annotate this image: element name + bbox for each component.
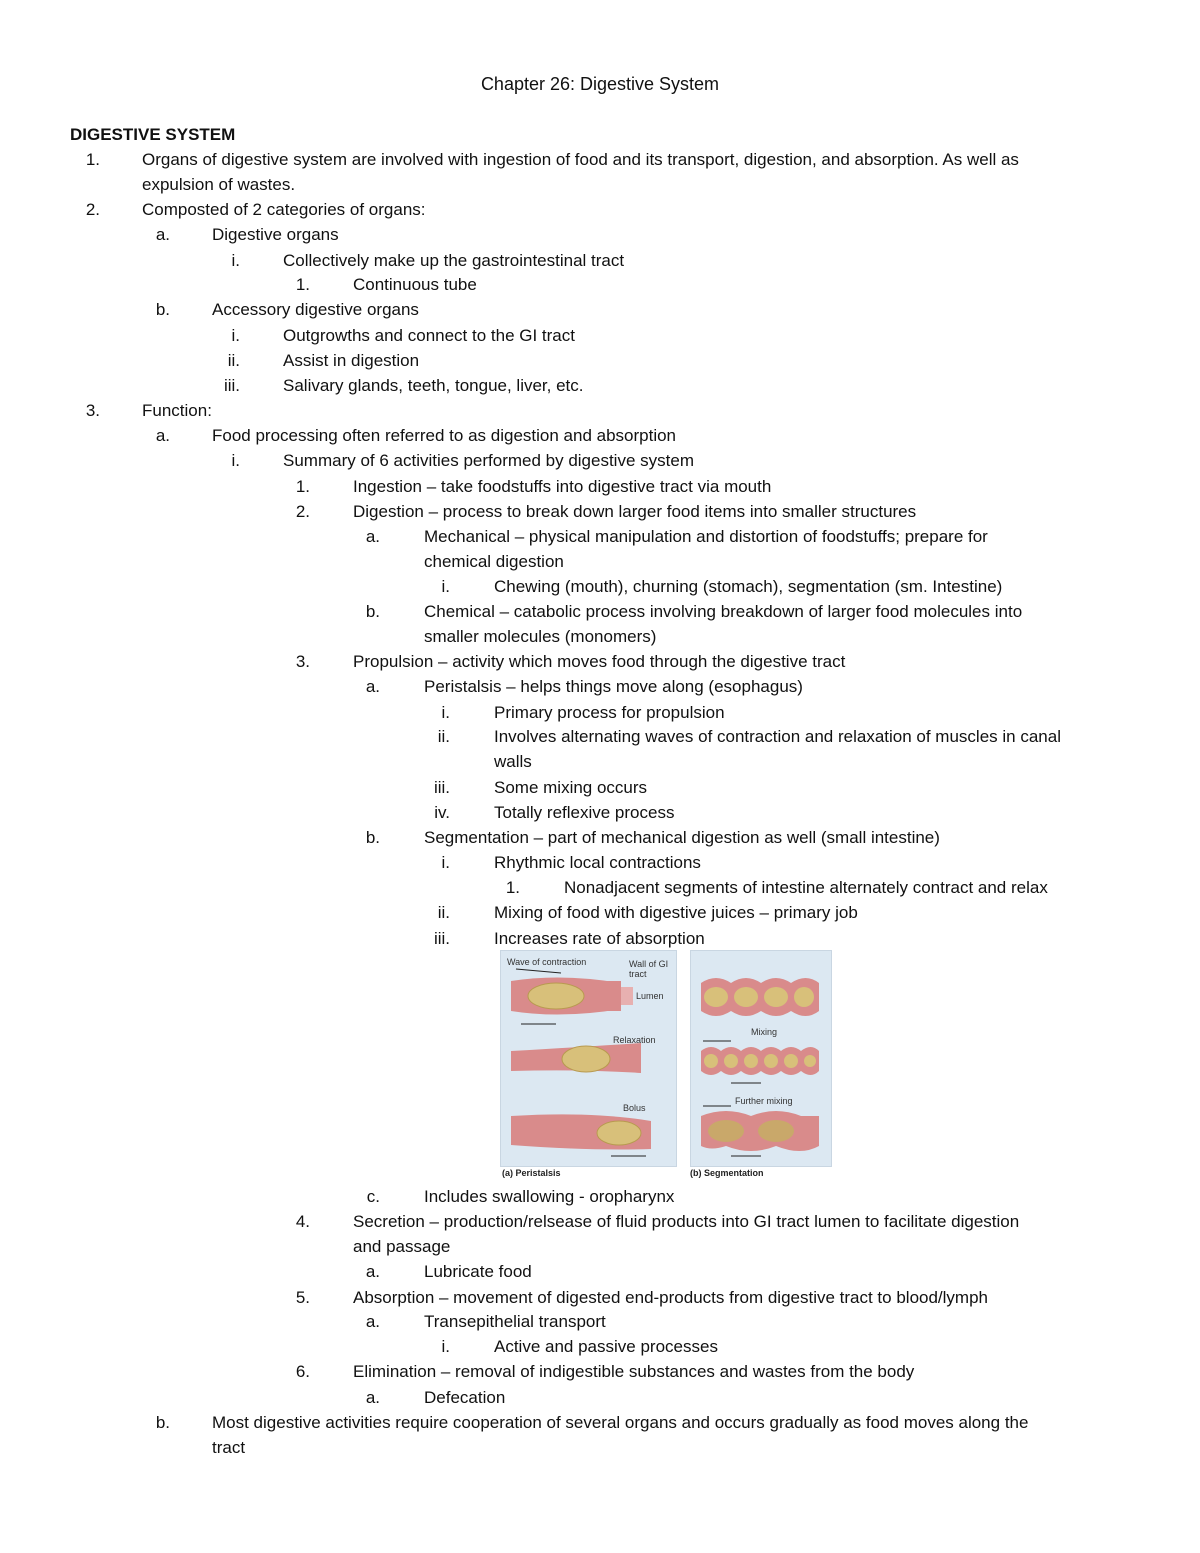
list-item-text: Function:: [142, 401, 212, 420]
list-marker: ii.: [437, 727, 450, 746]
list-marker: ii.: [437, 903, 450, 922]
list-marker: a.: [365, 1388, 380, 1407]
list-item-text: Continuous tube: [353, 275, 477, 294]
list-item-text: Organs of digestive system are involved with ingestion of food and its transport, digestion, and absorption. As well as: [142, 150, 1019, 169]
list-item-text: Includes swallowing - oropharynx: [424, 1187, 675, 1206]
figure-caption-segmentation: (b) Segmentation: [690, 1168, 764, 1178]
list-item-text: Food processing often referred to as digestion and absorption: [212, 426, 677, 445]
list-item-text: Digestive organs: [212, 225, 339, 244]
bolus-label: Bolus: [623, 1103, 646, 1113]
list-item-text: Outgrowths and connect to the GI tract: [283, 326, 575, 345]
mixing-label: Mixing: [751, 1027, 778, 1037]
list-item-text: Chewing (mouth), churning (stomach), segmentation (sm. Intestine): [494, 577, 1003, 596]
list-marker: i.: [441, 703, 450, 722]
list-marker: iii.: [433, 778, 450, 797]
list-marker: 3.: [295, 652, 310, 671]
list-item-text: Secretion – production/relsease of fluid products into GI tract lumen to facilitate digestion: [353, 1212, 1020, 1231]
list-marker: 5.: [295, 1288, 310, 1307]
list-marker: i.: [441, 853, 450, 872]
list-item-text: Absorption – movement of digested end-products from digestive tract to blood/lymph: [353, 1288, 989, 1307]
list-marker: a.: [365, 1262, 380, 1281]
list-marker: b.: [155, 1413, 170, 1432]
list-marker: iii.: [223, 376, 240, 395]
list-marker: ii.: [227, 351, 240, 370]
list-marker: a.: [365, 527, 380, 546]
list-item-text: Assist in digestion: [283, 351, 420, 370]
list-marker: a.: [365, 1312, 380, 1331]
list-item-text: Mixing of food with digestive juices – primary job: [494, 903, 858, 922]
list-item-text: Primary process for propulsion: [494, 703, 725, 722]
list-marker: 1.: [85, 150, 100, 169]
list-item-text: Lubricate food: [424, 1262, 532, 1281]
list-item-text: Rhythmic local contractions: [494, 853, 701, 872]
list-item-text: Chemical – catabolic process involving breakdown of larger food molecules into: [424, 602, 1023, 621]
peristalsis-panel: [500, 950, 677, 1167]
peristalsis-illustration: [501, 951, 676, 1166]
list-marker: a.: [365, 677, 380, 696]
list-item-text: Composted of 2 categories of organs:: [142, 200, 426, 219]
lumen-label: Lumen: [636, 991, 664, 1001]
list-item-text: Nonadjacent segments of intestine alternately contract and relax: [564, 878, 1048, 897]
list-item-text: Ingestion – take foodstuffs into digestive tract via mouth: [353, 477, 772, 496]
list-item-text: Defecation: [424, 1388, 506, 1407]
list-item-text: Collectively make up the gastrointestinal tract: [283, 251, 625, 270]
list-marker: i.: [231, 451, 240, 470]
list-item-text: Salivary glands, teeth, tongue, liver, etc.: [283, 376, 584, 395]
list-marker: 6.: [295, 1362, 310, 1381]
list-item-text: and passage: [353, 1237, 451, 1256]
list-marker: 1.: [295, 477, 310, 496]
list-item-text: walls: [494, 752, 532, 771]
figure-caption-peristalsis: (a) Peristalsis: [502, 1168, 561, 1178]
list-item-text: Summary of 6 activities performed by digestive system: [283, 451, 694, 470]
list-item-text: Increases rate of absorption: [494, 929, 705, 948]
list-marker: i.: [231, 251, 240, 270]
list-item-text: Some mixing occurs: [494, 778, 648, 797]
section-heading: DIGESTIVE SYSTEM: [70, 125, 236, 144]
list-item-text: Most digestive activities require cooperation of several organs and occurs gradually as food moves along the: [212, 1413, 1029, 1432]
list-marker: a.: [155, 225, 170, 244]
segmentation-panel: [690, 950, 832, 1167]
list-marker: i.: [441, 577, 450, 596]
list-item-text: tract: [212, 1438, 246, 1457]
wave-label: Wave of contraction: [507, 957, 587, 967]
list-item-text: chemical digestion: [424, 552, 564, 571]
page-title: Chapter 26: Digestive System: [480, 74, 720, 94]
list-item-text: Peristalsis – helps things move along (esophagus): [424, 677, 803, 696]
list-marker: 4.: [295, 1212, 310, 1231]
wall-label: Wall of GI tract: [629, 959, 669, 979]
list-item-text: Involves alternating waves of contraction and relaxation of muscles in canal: [494, 727, 1061, 746]
further-mixing-label: Further mixing: [735, 1096, 793, 1106]
list-item-text: Segmentation – part of mechanical digestion as well (small intestine): [424, 828, 940, 847]
relaxation-label: Relaxation: [613, 1035, 656, 1045]
list-marker: i.: [231, 326, 240, 345]
list-item-text: Transepithelial transport: [424, 1312, 606, 1331]
list-marker: 3.: [85, 401, 100, 420]
list-marker: 2.: [295, 502, 310, 521]
list-marker: iii.: [433, 929, 450, 948]
list-marker: c.: [366, 1187, 380, 1206]
peristalsis-segmentation-figure: [500, 950, 840, 1185]
list-marker: 1.: [505, 878, 520, 897]
list-marker: b.: [155, 300, 170, 319]
list-item-text: Elimination – removal of indigestible substances and wastes from the body: [353, 1362, 915, 1381]
segmentation-illustration: [691, 951, 831, 1166]
list-item-text: smaller molecules (monomers): [424, 627, 657, 646]
list-item-text: Totally reflexive process: [494, 803, 675, 822]
list-item-text: expulsion of wastes.: [142, 175, 296, 194]
list-item-text: Accessory digestive organs: [212, 300, 419, 319]
list-item-text: Propulsion – activity which moves food through the digestive tract: [353, 652, 846, 671]
list-marker: iv.: [434, 803, 450, 822]
list-marker: 1.: [295, 275, 310, 294]
list-item-text: Active and passive processes: [494, 1337, 718, 1356]
list-item-text: Mechanical – physical manipulation and distortion of foodstuffs; prepare for: [424, 527, 988, 546]
list-marker: b.: [365, 828, 380, 847]
list-marker: a.: [155, 426, 170, 445]
list-item-text: Digestion – process to break down larger food items into smaller structures: [353, 502, 917, 521]
list-marker: b.: [365, 602, 380, 621]
list-marker: i.: [441, 1337, 450, 1356]
list-marker: 2.: [85, 200, 100, 219]
